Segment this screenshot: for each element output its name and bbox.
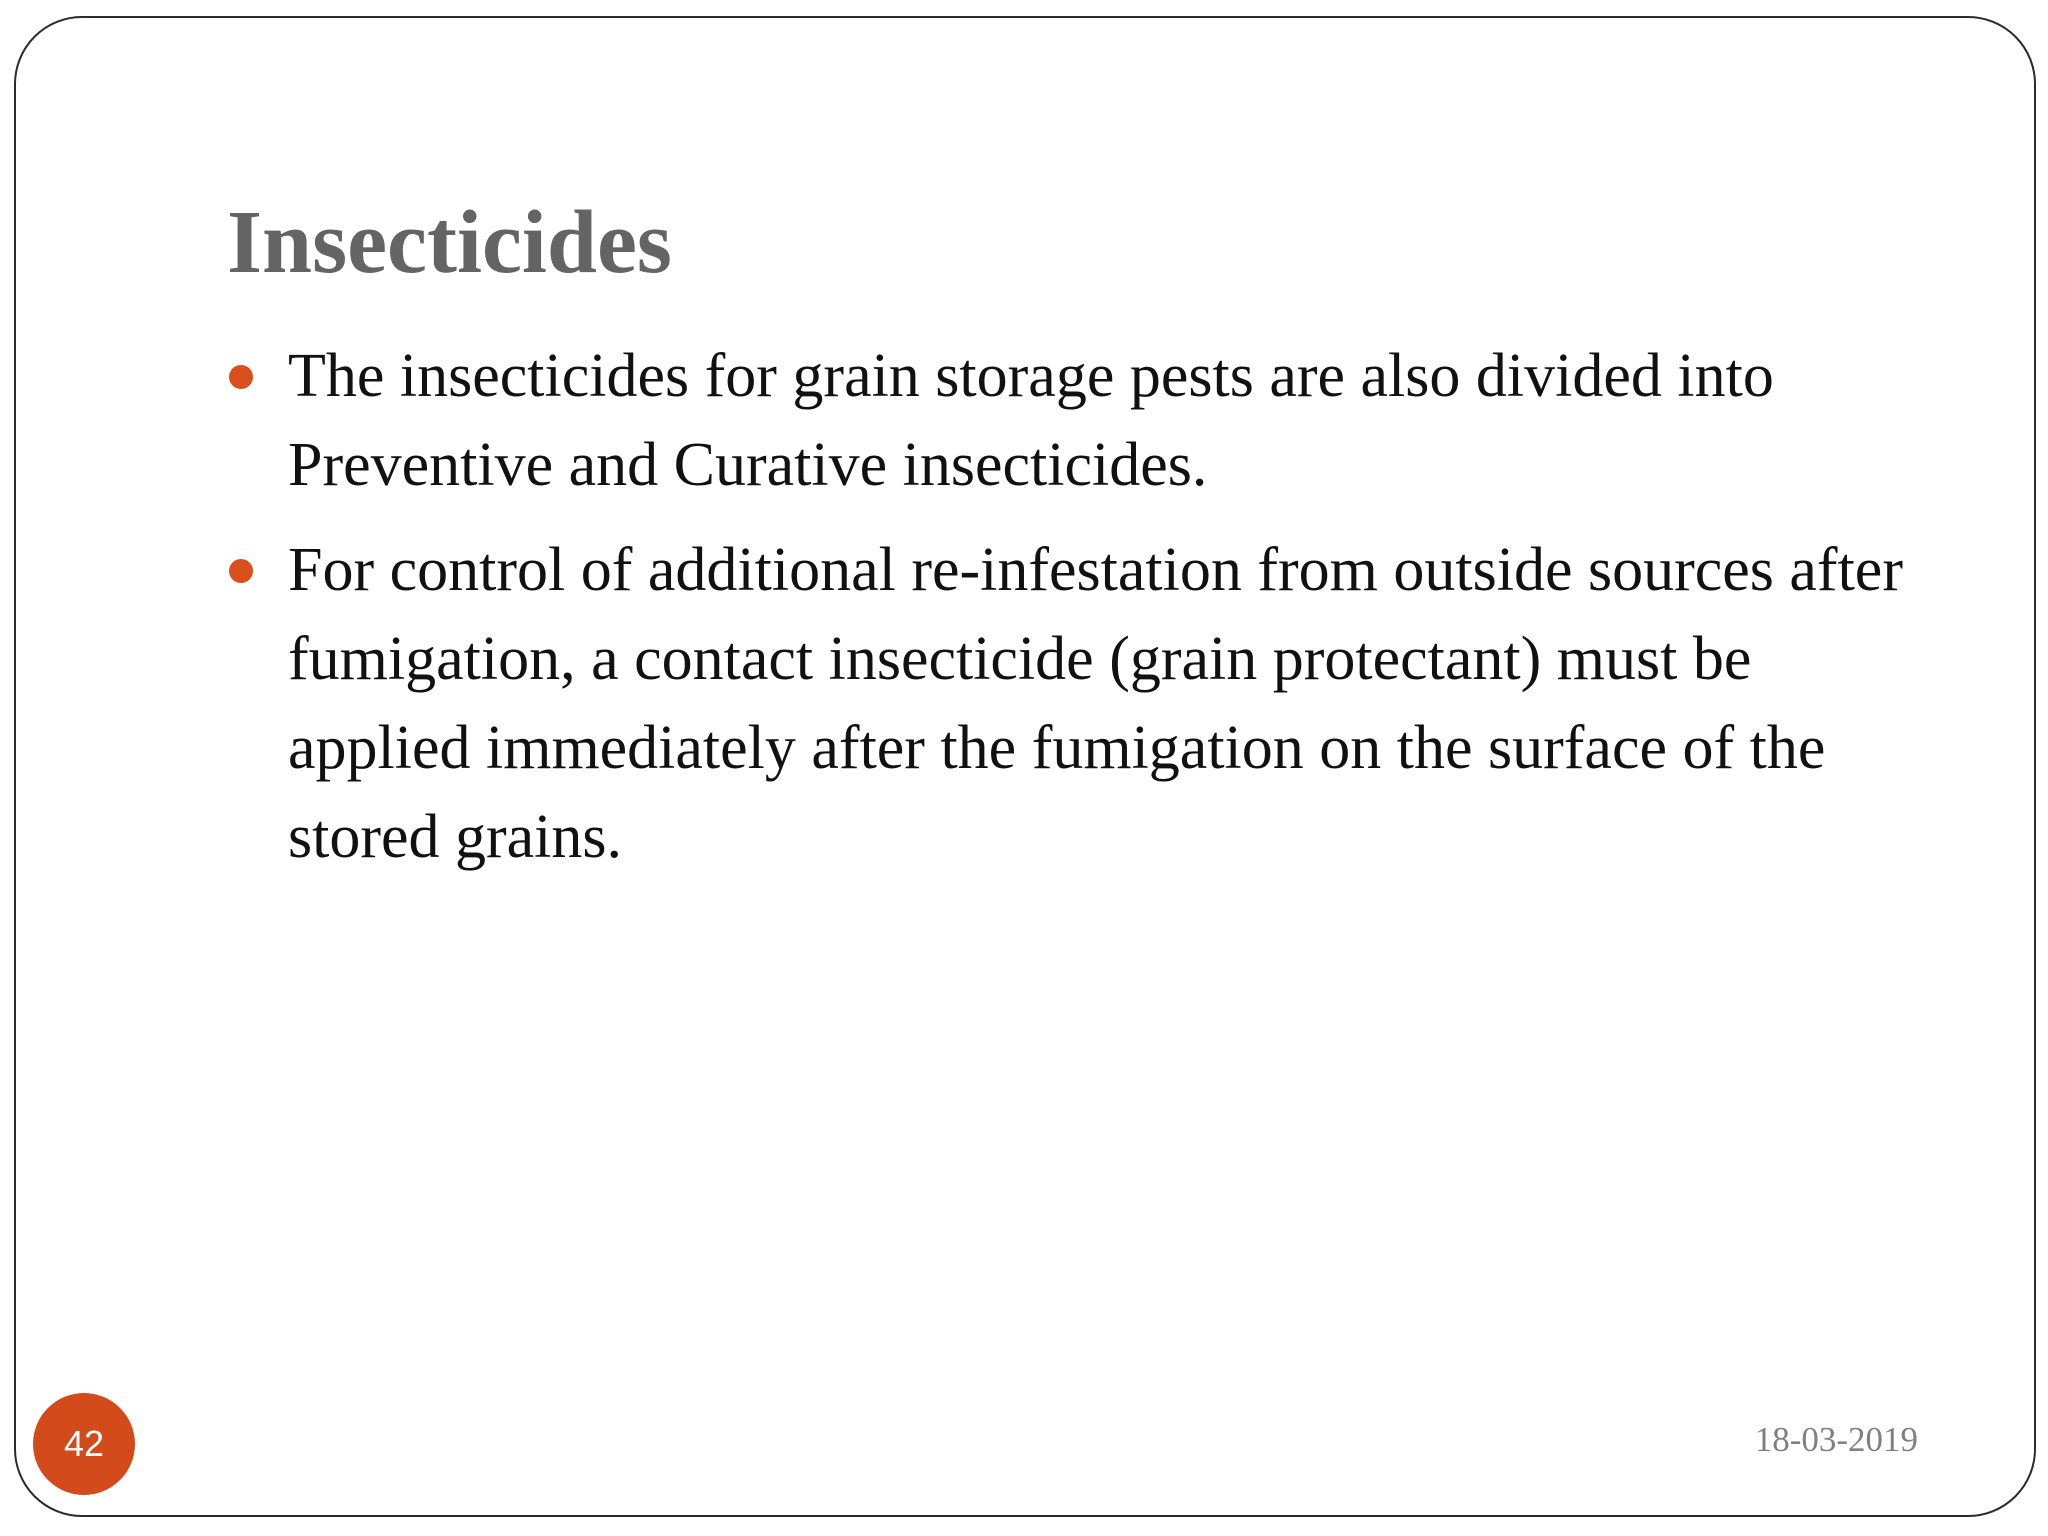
slide-title: Insecticides [227, 193, 672, 292]
bullet-list [226, 332, 1946, 898]
page-number-badge: 42 [33, 1393, 135, 1495]
bullet-text: The insecticides for grain storage pests are also divided into Preventive and Curative insecticides. [288, 342, 1774, 499]
list-item [226, 526, 1946, 882]
slide-date: 18-03-2019 [1754, 1420, 1918, 1459]
bullet-text: For control of additional re-infestation from outside sources after fumigation, a contact insecticide (grain protectant) must be applied immediately after the fumigation on the surface of the stored grains. [288, 536, 1903, 871]
list-item [226, 332, 1946, 510]
bullet-icon [229, 559, 253, 583]
bullet-icon [229, 365, 253, 389]
